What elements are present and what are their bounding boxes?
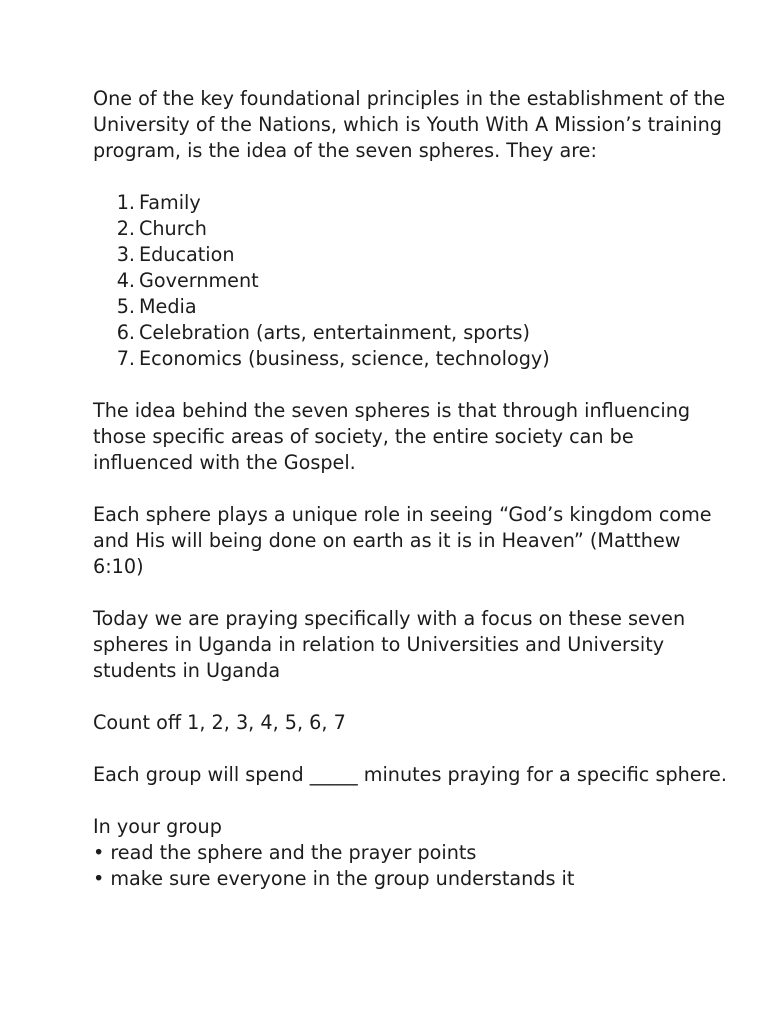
bullet-icon: • xyxy=(93,867,105,890)
list-item xyxy=(93,268,733,294)
list-number: 2. xyxy=(116,217,135,240)
document-page xyxy=(93,86,733,892)
list-text: Celebration (arts, entertainment, sports) xyxy=(139,321,531,344)
list-text: Media xyxy=(139,295,197,318)
group-time-paragraph: Each group will spend _____ minutes praying for a specific sphere. xyxy=(93,763,727,786)
list-text: Education xyxy=(139,243,235,266)
list-number: 7. xyxy=(116,347,135,370)
uganda-focus-paragraph: Today we are praying specifically with a focus on these seven spheres in Uganda in relation to Universities and University students in Uganda xyxy=(93,607,686,682)
bullet-icon: • xyxy=(93,841,105,864)
list-item xyxy=(93,294,733,320)
intro-paragraph: One of the key foundational principles in the establishment of the University of the Nations, which is Youth With A Mission’s training program, is the idea of the seven spheres. They are: xyxy=(93,87,726,162)
list-number: 6. xyxy=(116,321,135,344)
count-off-paragraph: Count off 1, 2, 3, 4, 5, 6, 7 xyxy=(93,711,346,734)
list-item xyxy=(93,242,733,268)
spheres-idea-paragraph: The idea behind the seven spheres is that through influencing those specific areas of society, the entire society can be influenced with the Gospel. xyxy=(93,399,691,474)
list-number: 5. xyxy=(116,295,135,318)
list-text: Family xyxy=(139,191,201,214)
list-item xyxy=(93,216,733,242)
list-item xyxy=(93,320,733,346)
list-item xyxy=(93,866,733,892)
list-number: 3. xyxy=(116,243,135,266)
list-item xyxy=(93,346,733,372)
list-text: Government xyxy=(139,269,259,292)
group-steps-list xyxy=(93,840,733,892)
list-number: 1. xyxy=(116,191,135,214)
list-text: read the sphere and the prayer points xyxy=(110,841,477,864)
list-text: Economics (business, science, technology) xyxy=(139,347,550,370)
list-text: Church xyxy=(139,217,207,240)
list-text: make sure everyone in the group understands it xyxy=(110,867,575,890)
unique-role-paragraph: Each sphere plays a unique role in seeing “God’s kingdom come and His will being done on earth as it is in Heaven” (Matthew 6:10) xyxy=(93,503,712,578)
spheres-list xyxy=(93,190,733,372)
list-number: 4. xyxy=(116,269,135,292)
group-heading: In your group xyxy=(93,815,222,838)
list-item xyxy=(93,840,733,866)
list-item xyxy=(93,190,733,216)
